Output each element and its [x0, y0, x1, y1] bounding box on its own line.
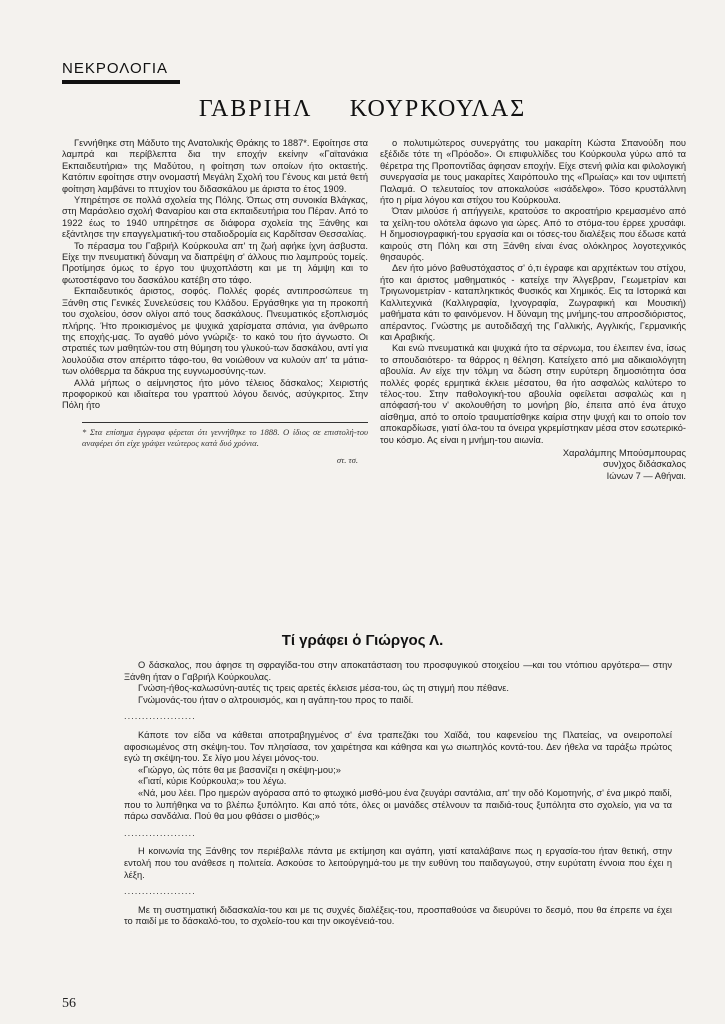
- paragraph: Η κοινωνία της Ξάνθης τον περιέβαλλε πάντα με εκτίμηση και αγάπη, γιατί καταλάβαινε πως η εργασία-του ήταν θετική, στην εντολή που του ανάθεσε η πολιτεία. Ασκούσε το λειτούργημά-του με την ευθύνη του παιδαγωγού, στην ευρύτατη έννοια που έχει η λέξη.: [124, 846, 672, 880]
- paragraph: Και ενώ πνευματικά και ψυχικά ήτο τα σέρνωμα, του έλειπεν ένα, ίσως το σπουδαιότερο· τα θάρρος η θέληση. Κατείχετο από μια αδικαιολόγητη αβουλία. Αν είχε την τόλμη να δώση στην ευρύτερη δημοσιότητα όσα πολλές φορές ερμητικά έκλειε μέσατου, θα ήτο ασφαλώς καλύτερο το τέλος-του. Στην παθολογική-του αβουλία οφείλεται ασφαλώς και η απόφασή-του ν' ακολουθήση το μονήρη βίο, έπειτα από ένα άτυχο αίσθημα, από το οποίο τραυματίσθηκε καίρια στην ψυχή και το οποίο τον αποκαρδίωσε, γιατί όλα-του τα όνειρα γκρεμίστηκαν μέσα στον εσωτερικό-του κόσμο. Ας είναι η μνήμη-του αιωνία.: [380, 343, 686, 445]
- separator-dots: ....................: [124, 711, 196, 722]
- page-title: ΓΑΒΡΙΗΛ ΚΟΥΡΚΟΥΛΑΣ: [198, 96, 527, 122]
- paragraph: Υπηρέτησε σε πολλά σχολεία της Πόλης. Όπως στη συνοικία Βλάγκας, στη Μαράσλειο σχολή Φαναρίου και στα εκπαιδευτήρια του Πέραν. Από το 1922 έως το 1940 υπηρέτησε σε διάφορα σχολεία της Ξάνθης και εξάντλησε την επαγγελματική-του σταδιοδρομία εις Καρδίτσαν Θεσσαλίας.: [62, 195, 368, 240]
- paragraph: Κάποτε τον είδα να κάθεται αποτραβηγμένος σ' ένα τραπεζάκι του Χαϊδά, του καφενείου της Πλατείας, να ονειροπολεί αφοσιωμένος στη σκέψη-του. Τον πλησίασα, τον χαιρέτησα και κάθησα και γω σιωπηλός κοντά-του. Δεν ήθελα να ταράξω πρώτος εγώ τη σκέψη-του. Σε λίγο μου λέγει μόνος-του.: [124, 729, 672, 764]
- left-column: [62, 138, 368, 466]
- section-label: ΝΕΚΡΟΛΟΓΙΑ: [62, 60, 169, 77]
- paragraph: Με τη συστηματική διδασκαλία-του και με τις συχνές διαλέξεις-του, προσπαθούσε να διευρύνει το δεσμό, που θα έπρεπε να έχει το παιδί με το δάσκαλό-του, το σχολείο-του και την οικογένειά-του.: [124, 904, 672, 927]
- footnote-rule: [82, 422, 368, 423]
- paragraph: «Γιώργο, ώς πότε θα με βασανίζει η σκέψη-μου;»: [138, 764, 341, 775]
- signature-address: Ιώνων 7 — Αθήναι.: [606, 470, 686, 481]
- paragraph: «Γιατί, κύριε Κούρκουλα;» του λέγω.: [138, 776, 287, 787]
- paragraph: Αλλά μήπως ο αείμνηστος ήτο μόνο τέλειος δάσκαλος; Χειριστής προφορικού και ιδιαίτερα του γραπτού λόγου δεινός, ασύγκριτος. Στην Πόλη ήτο: [62, 377, 368, 411]
- second-article: [124, 660, 672, 928]
- signature-name: Χαραλάμπης Μπούσμπουρας: [562, 447, 686, 458]
- footnote: * Στα επίσημα έγγραφα φέρεται ότι γεννήθηκε το 1888. Ο ίδιος σε επιστολή-του αναφέρει ότι είχε γράψει νεώτερος κατά δυό χρόνια.: [82, 426, 368, 448]
- paragraph: Όταν μιλούσε ή απήγγειλε, κρατούσε το ακροατήριο κρεμασμένο από τα χείλη-του ολότελα άφωνο για ώρες. Από το στόμα-του έρρεε χρυσάφι. Η δημοσιογραφική-του εργασία και οι τόσες-του διαλέξεις που έδωσε κατά καιρούς στη Πόλη και στη Ξάνθη είναι ένας ολόκληρος λογοτεχνικός θησαυρός.: [380, 206, 686, 263]
- footnote-signature: στ. τσ.: [336, 454, 358, 465]
- section-rule: [62, 80, 180, 84]
- page-number: 56: [62, 996, 76, 1011]
- paragraph: Εκπαιδευτικός άριστος, σοφός. Πολλές φορές αντιπροσώπευε τη Ξάνθη στις Γενικές Συνελεύσεις του Κλάδου. Εργάσθηκε για τη προκοπή του σχολείου, όσον ολίγοι από τους δασκάλους. Πνευματικός εξοπλισμός πλήρης. Ήτο προικισμένος με ψυχικά χαρίσματα σπάνια, για άνθρωπο της εποχής-μας. Το αγαθό μόνο γνώριζε· το κακό του ήτο άγνωστο. Οι στρατιές των μαθητών-του στη θύμηση του γλυκού-των δασκάλου, αντί για λουλούδια στον απέριττο τάφο-του, θα νοιώθουν να κυλούν απ' τα μάτια-των ολόθερμα τα δάκρυα της ευγνωμοσύνης-των.: [62, 286, 368, 377]
- paragraph: «Νά, μου λέει. Προ ημερών αγόρασα από το φτωχικό μισθό-μου ένα ζευγάρι σαντάλια, απ' την οδό Κομοτηνής, σ' ένα μικρό παιδί, που το λυπήθηκα να το βλέπω ξυπόλητο. Και από τότε, όλες οι μανάδες στέλνουν τα παιδιά-τους ξυπόλητα στο σχολείο, για να τα πάρω σανδάλια. Πού θα μου φθάσει ο μισθός;»: [124, 787, 672, 822]
- paragraph: Ο δάσκαλος, που άφησε τη σφραγίδα-του στην αποκατάσταση του προσφυγικού στοιχείου —και του ντόπιου αργότερα— στην Ξάνθη ήταν ο Γαβριήλ Κούρκουλας.: [124, 660, 672, 682]
- paragraph: Γνώμονάς-του ήταν ο αλτρουισμός, και η αγάπη-του προς το παιδί.: [138, 694, 414, 705]
- right-column: [380, 138, 686, 482]
- separator-dots: ....................: [124, 827, 196, 838]
- paragraph: Γεννήθηκε στη Μάδυτο της Ανατολικής Θράκης το 1887*. Εφοίτησε στα λαμπρά και περίβλεπτα δια την εποχήν εκείνην «Γαϊτανάκια Εκπαιδευτήρια» της Μαδύτου, η φοίτηση των οποίων ήτο οκταετής. Κατόπιν εφοίτησε στην ονομαστή Μεγάλη Σχολή του Γένους και μετά θετή φοίτηση λαμβάνει το πτυχίον του διδασκάλου με άριστα το έτος 1909.: [62, 138, 368, 194]
- paragraph: ο πολυτιμώτερος συνεργάτης του μακαρίτη Κώστα Σπανούδη που εξέδιδε τότε τη «Πρόοδο». Οι επιφυλλίδες του Κούρκουλα γύρω από τα θέρετρα της Προποντίδας άφησαν εποχήν. Είχε στενή φιλία και φιλολογική συνεργασία με τους μακαρίτες Χαιρόπουλο της «Πρωίας» και τον υψιπετή Παλαμά. Ο τελευταίος τον αποκαλούσε «ισάδελφο». Τόσο κρυστάλλινη ήτο η ρίμα λόγου και στίχου του Κούρκουλα.: [380, 138, 686, 206]
- paragraph: Γνώση-ήθος-καλωσύνη-αυτές τις τρεις αρετές έκλεισε μέσα-του, ώς τη στιγμή που πέθανε.: [138, 683, 509, 694]
- signature-role: συν)χος διδάσκαλος: [602, 459, 686, 470]
- separator-dots: ....................: [124, 886, 196, 897]
- signature: [380, 448, 686, 482]
- article-subtitle: Τί γράφει ὁ Γιώργος Λ.: [281, 632, 444, 649]
- paragraph: Δεν ήτο μόνο βαθυστόχαστος σ' ό,τι έγραφε και αρχιτέκτων του στίχου, ήτο και άριστος μαθηματικός - κατείχε την Άλγεβραν, Γεωμετρίαν και Τριγωνομετρίαν - καταπληκτικός Φυσικός και Χημικός. Εις τα Ιστορικά και Καλλιτεχνικά (Καλλιγραφία, Ιχνογραφία, Ζωγραφική και Μουσική) μαθήματα κάτι το φαινόμενον. Η δύναμη της μνήμης-του απροσδιόριστος, απέραντος. Γνώστης με αυτοδιδαχή της Γαλλικής, Αγγλικής, Γερμανικής και Αραβικής.: [380, 263, 686, 342]
- paragraph: Το πέρασμα του Γαβριήλ Κούρκουλα απ' τη ζωή αφήκε ίχνη άσβυστα. Είχε την πνευματική δύναμη να διαπρέψη σ' άλλους πιο λαμπρούς τομείς. Προτίμησε όμως το έργο του ψυχοπλάστη και με τη λάμψη και το φωτοστέφανο του δασκάλου κατέβη στο τάφο.: [62, 240, 368, 285]
